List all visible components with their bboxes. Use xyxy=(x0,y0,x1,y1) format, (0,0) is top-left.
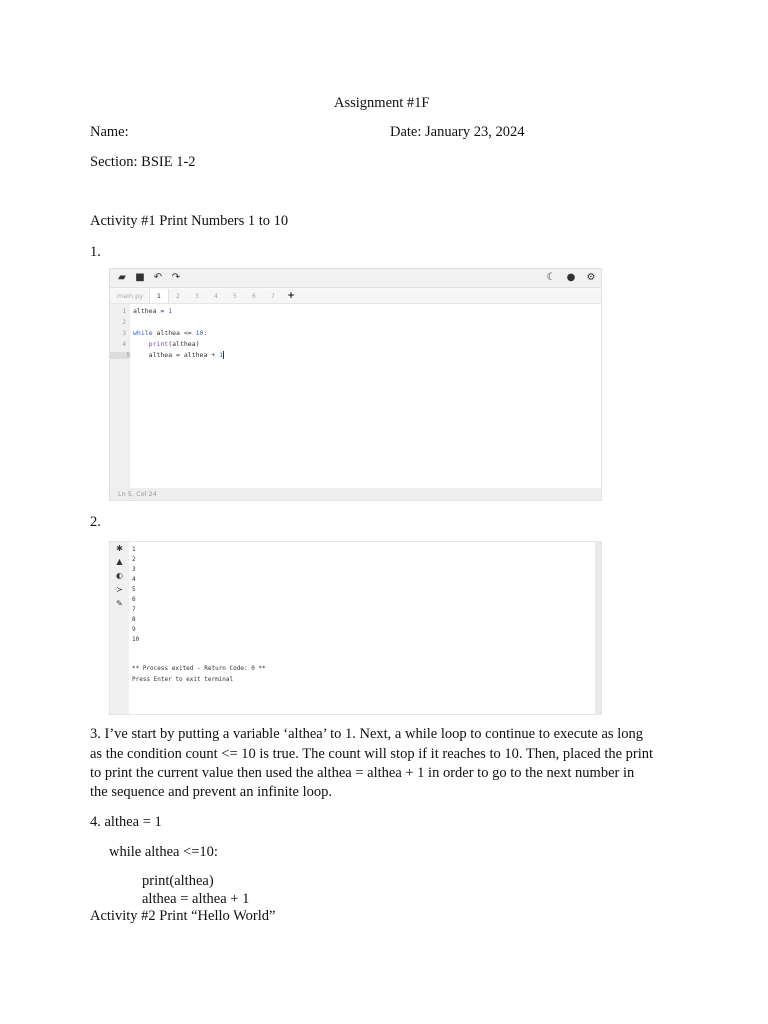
output-line: 1 xyxy=(132,546,136,553)
terminal-sidebar xyxy=(110,542,129,714)
line-number: 1 xyxy=(122,308,126,315)
item-1-label: 1. xyxy=(90,244,101,260)
item-4-code-start: 4. althea = 1 xyxy=(90,814,162,830)
code-line-5: althea = althea + 1 xyxy=(133,351,224,359)
code-while-line: while althea <=10: xyxy=(109,844,218,860)
line-number-current: 5 xyxy=(110,352,130,359)
code-line-3: while althea <= 10: xyxy=(133,329,208,337)
palette-icon[interactable]: ◐ xyxy=(116,571,123,580)
terminal-output-screenshot xyxy=(109,541,602,715)
line-number: 3 xyxy=(122,330,126,337)
activity-2-heading: Activity #2 Print “Hello World” xyxy=(90,908,276,924)
tab-5[interactable]: 5 xyxy=(232,292,238,300)
pin-icon[interactable]: ✱ xyxy=(116,544,123,553)
code-increment-line: althea = althea + 1 xyxy=(142,891,250,907)
item-3-line-1: 3. I’ve start by putting a variable ‘althea’ to 1. Next, a while loop to continue to execute as long xyxy=(90,726,643,742)
press-enter-message: Press Enter to exit terminal xyxy=(132,676,234,683)
tab-main-py[interactable]: main.py xyxy=(116,292,144,300)
redo-icon[interactable]: ↷ xyxy=(171,272,181,283)
line-number-gutter xyxy=(110,304,130,488)
output-line: 4 xyxy=(132,576,136,583)
output-line: 10 xyxy=(132,636,140,643)
code-editor-screenshot xyxy=(109,268,602,501)
upload-icon[interactable]: ▲ xyxy=(116,557,123,566)
add-tab-button[interactable]: + xyxy=(287,291,295,301)
output-line: 6 xyxy=(132,596,136,603)
activity-1-heading: Activity #1 Print Numbers 1 to 10 xyxy=(90,213,289,229)
tab-4[interactable]: 4 xyxy=(213,292,219,300)
document-title: Assignment #1F xyxy=(334,95,430,111)
process-exit-message: ** Process exited - Return Code: 0 ** xyxy=(132,665,266,672)
item-3-line-2: as the condition count <= 10 is true. The count will stop if it reaches to 10. Then, placed the print xyxy=(90,746,654,762)
open-folder-icon[interactable]: ▰ xyxy=(118,272,126,283)
line-number: 2 xyxy=(122,319,126,326)
tab-7[interactable]: 7 xyxy=(270,292,276,300)
code-line-1: althea = 1 xyxy=(133,307,173,315)
line-number: 4 xyxy=(122,341,126,348)
terminal-scrollbar[interactable] xyxy=(595,542,601,714)
undo-icon[interactable]: ↶ xyxy=(153,272,163,283)
dark-mode-icon[interactable]: ☾ xyxy=(546,272,556,283)
tab-1[interactable]: 1 xyxy=(149,289,169,303)
terminal-prompt-icon[interactable]: ≻ xyxy=(116,585,123,594)
output-line: 5 xyxy=(132,586,136,593)
info-icon[interactable]: ● xyxy=(566,272,576,283)
output-line: 9 xyxy=(132,626,136,633)
code-line-4: print(althea) xyxy=(148,340,200,348)
section-label: Section: BSIE 1-2 xyxy=(90,154,196,170)
date-label: Date: January 23, 2024 xyxy=(390,124,525,140)
code-area[interactable] xyxy=(131,304,601,488)
editor-tabs xyxy=(110,289,601,304)
terminal-body[interactable] xyxy=(129,542,595,714)
editor-status-bar: Ln 5, Col 24 xyxy=(110,488,601,500)
item-3-line-4: the sequence and prevent an infinite loop. xyxy=(90,784,332,800)
save-icon[interactable]: ■ xyxy=(135,272,145,283)
settings-icon[interactable]: ⚙ xyxy=(586,272,596,283)
item-2-label: 2. xyxy=(90,514,101,530)
tab-2[interactable]: 2 xyxy=(175,292,181,300)
code-print-line: print(althea) xyxy=(142,873,214,889)
item-3-line-3: to print the current value then used the althea = althea + 1 in order to go to the next number in xyxy=(90,765,635,781)
output-line: 7 xyxy=(132,606,136,613)
editor-toolbar xyxy=(110,269,601,288)
output-line: 8 xyxy=(132,616,136,623)
pen-icon[interactable]: ✎ xyxy=(116,599,123,608)
output-line: 2 xyxy=(132,556,136,563)
tab-3[interactable]: 3 xyxy=(194,292,200,300)
name-label: Name: xyxy=(90,124,129,140)
tab-6[interactable]: 6 xyxy=(251,292,257,300)
output-line: 3 xyxy=(132,566,136,573)
